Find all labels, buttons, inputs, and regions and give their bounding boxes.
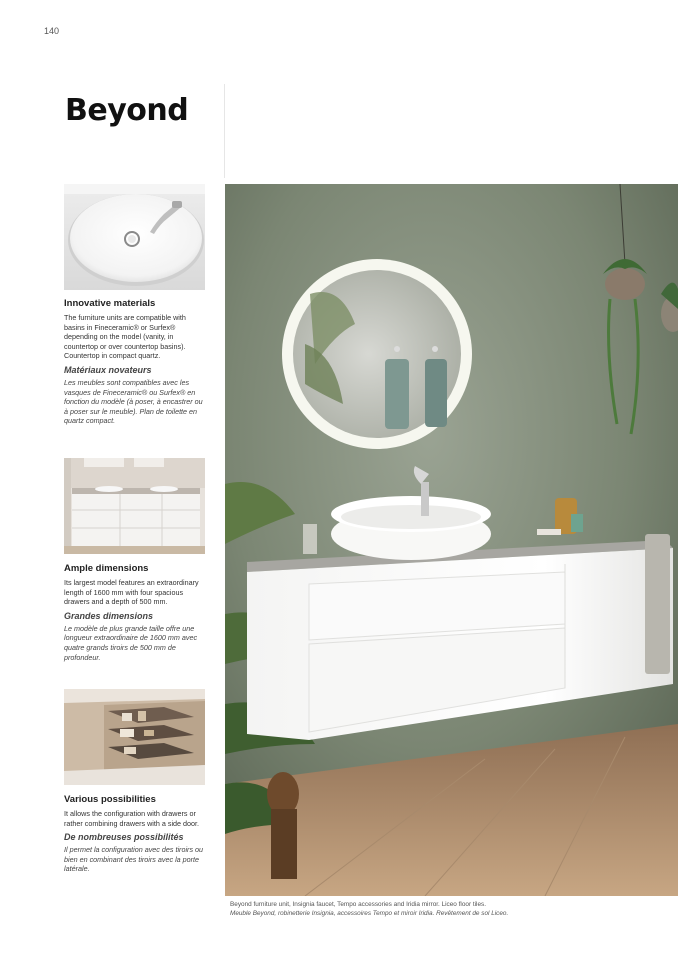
feature-text-fr: Il permet la configuration avec des tiroirs ou bien en combinant des tiroirs avec la porte latérale. (64, 845, 204, 874)
feature-text-en: Its largest model features an extraordinary length of 1600 mm with four spacious drawers and a depth of 500 mm. (64, 578, 199, 607)
feature-ample-dimensions (64, 563, 205, 662)
feature-heading-fr: Grandes dimensions (64, 610, 154, 621)
vertical-divider (224, 84, 225, 178)
feature-text-en: It allows the configuration with drawers or rather combining drawers with a side door. (64, 809, 200, 828)
caption-en: Beyond furniture unit, Insignia faucet, Tempo accessories and Iridia mirror. Liceo floor tiles. (230, 901, 486, 908)
feature-various-possibilities (64, 794, 205, 874)
feature-heading-en: Innovative materials (64, 298, 156, 309)
page-title: Beyond (65, 93, 189, 128)
bathroom-hero-image (225, 184, 678, 896)
feature-text-fr: Le modèle de plus grande taille offre une longueur extraordinaire de 1600 mm avec quatre grands tiroirs de 500 mm de profondeur. (64, 623, 198, 662)
feature-text-en: The furniture units are compatible with basins in Fineceramic® or Surfex® depending on the model (vanity, in countertop or over countertop basins). Countertop in compact quartz. (64, 313, 186, 361)
page-number: 140 (44, 26, 60, 36)
feature-heading-en: Ample dimensions (64, 563, 149, 574)
feature-heading-fr: Matériaux novateurs (64, 364, 152, 375)
caption-fr: Meuble Beyond, robinetterie Insignia, accessoires Tempo et miroir Iridia. Revêtement de sol Liceo. (230, 909, 509, 917)
feature-text-fr: Les meubles sont compatibles avec les vasques de Fineceramic® ou Surfex® en fonction du modèle (à poser, à encastrer ou à poser sur le meuble). Plan de toilette en quartz compact. (64, 377, 203, 426)
drawers-thumbnail (64, 689, 205, 785)
cabinet-thumbnail (64, 458, 205, 554)
feature-heading-fr: De nombreuses possibilités (64, 832, 184, 843)
photo-caption (230, 901, 670, 918)
feature-innovative-materials (64, 298, 205, 426)
basin-thumbnail (64, 184, 205, 290)
feature-heading-en: Various possibilities (64, 794, 156, 805)
